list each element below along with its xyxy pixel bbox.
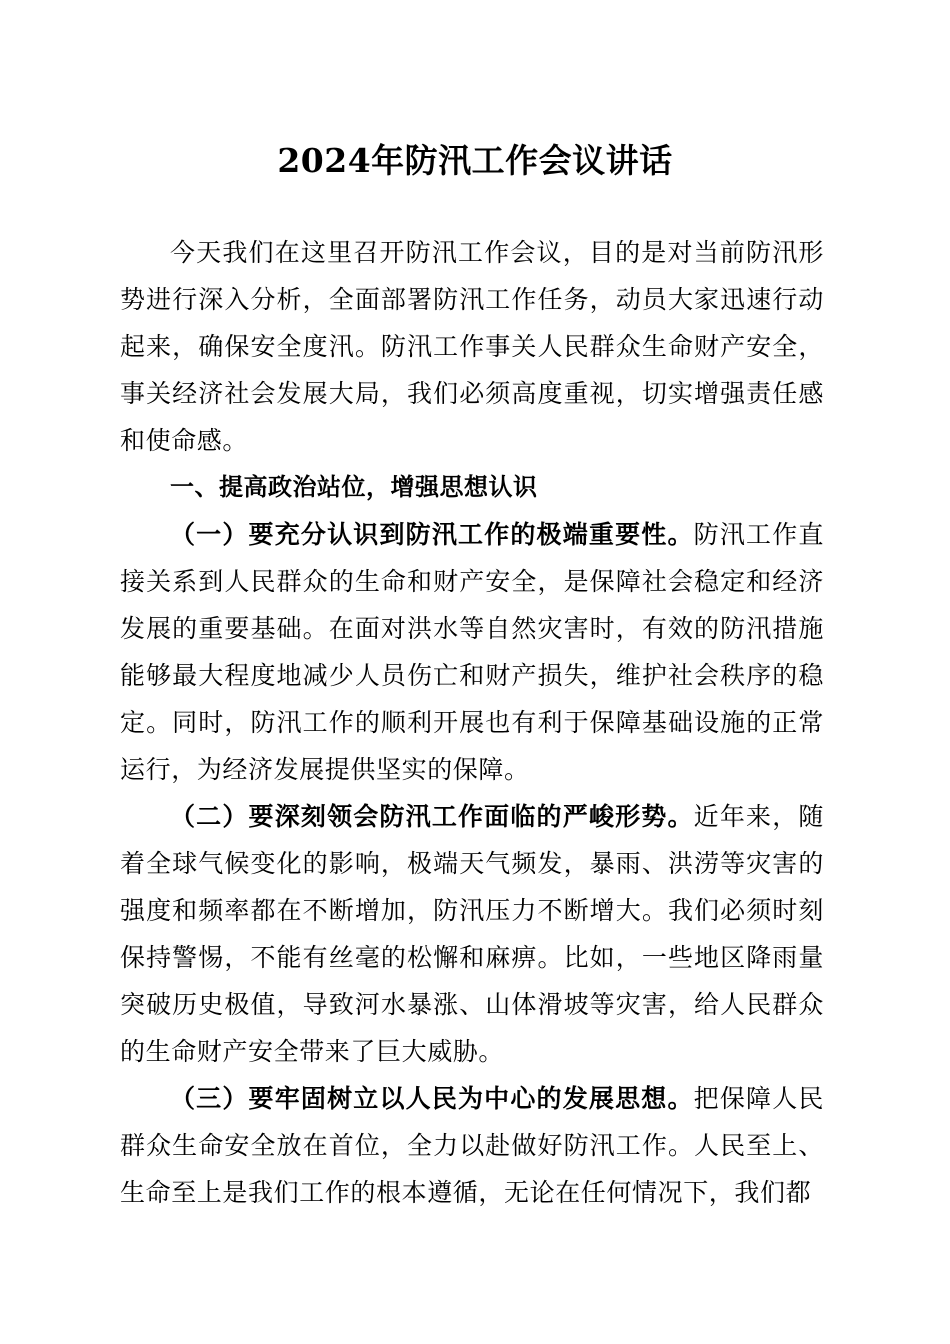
subsection-paragraph-2: [120, 793, 824, 1075]
subsection-lead-1: （一）要充分认识到防汛工作的极端重要性。: [170, 520, 694, 549]
subsection-text-1: 防汛工作直接关系到人民群众的生命和财产安全，是保障社会稳定和经济发展的重要基础。在面对洪水等自然灾害时，有效的防汛措施能够最大程度地减少人员伤亡和财产损失，维护社会秩序的稳定。同时，防汛工作的顺利开展也有利于保障基础设施的正常运行，为经济发展提供坚实的保障。: [120, 520, 824, 784]
section-heading: 一、提高政治站位，增强思想认识: [170, 473, 538, 501]
subsection-text-3: 把保障人民群众生命安全放在首位，全力以赴做好防汛工作。人民至上、生命至上是我们工作的根本遵循，无论在任何情况下，我们都: [120, 1084, 824, 1207]
subsection-text-2: 近年来，随着全球气候变化的影响，极端天气频发，暴雨、洪涝等灾害的强度和频率都在不断增加，防汛压力不断增大。我们必须时刻保持警惕，不能有丝毫的松懈和麻痹。比如，一些地区降雨量突破历史极值，导致河水暴涨、山体滑坡等灾害，给人民群众的生命财产安全带来了巨大威胁。: [120, 802, 824, 1066]
subsection-lead-3: （三）要牢固树立以人民为中心的发展思想。: [170, 1084, 694, 1113]
document-title: 2024年防汛工作会议讲话: [277, 141, 673, 180]
subsection-lead-2: （二）要深刻领会防汛工作面临的严峻形势。: [170, 802, 694, 831]
subsection-paragraph-3: [120, 1075, 824, 1216]
intro-paragraph: 今天我们在这里召开防汛工作会议，目的是对当前防汛形势进行深入分析，全面部署防汛工作任务，动员大家迅速行动起来，确保安全度汛。防汛工作事关人民群众生命财产安全，事关经济社会发展大局，我们必须高度重视，切实增强责任感和使命感。: [120, 238, 824, 455]
subsection-paragraph-1: [120, 511, 824, 793]
document-body: [120, 229, 824, 1216]
